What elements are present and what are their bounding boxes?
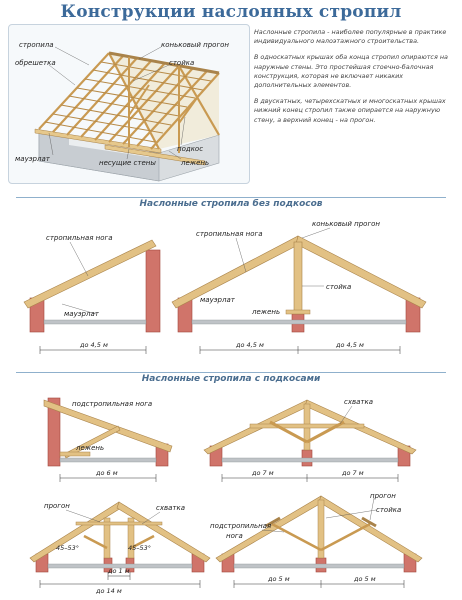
span-mid: до 1 м xyxy=(108,567,130,575)
section-1-diagrams xyxy=(0,210,462,360)
rafter-right xyxy=(296,236,426,308)
shed-roof-with-brace xyxy=(44,398,172,482)
sill xyxy=(60,452,90,456)
label-purlin: прогон xyxy=(370,492,396,500)
span-right: до 4,5 м xyxy=(336,341,364,349)
label-mauerlat: мауэрлат xyxy=(200,296,235,304)
sub-rafter-right xyxy=(321,524,370,550)
floor-beam xyxy=(222,458,398,462)
label-sub-rafter: подстропильная нога xyxy=(72,400,153,408)
label-sub-rafter-b: нога xyxy=(226,532,243,540)
rafter-left xyxy=(172,236,300,308)
span-left: до 4,5 м xyxy=(236,341,264,349)
roof-3d-svg xyxy=(9,25,249,183)
label-sub-rafter-a: подстропильная xyxy=(210,522,272,530)
span-left: до 5 м xyxy=(268,575,290,583)
tie-beam xyxy=(76,522,162,525)
brace-left xyxy=(84,536,107,548)
label-rafter-leg: стропильная нога xyxy=(46,234,113,242)
label-sill: лежень xyxy=(252,308,281,316)
label-lathing: обрешетка xyxy=(15,59,56,67)
label-mauerlat: мауэрлат xyxy=(64,310,99,318)
gable-roof-sub-rafters xyxy=(210,492,422,588)
rafter-leg xyxy=(24,240,156,308)
label-tie: схватка xyxy=(344,398,374,406)
label-rafter-leg: стропильная нога xyxy=(196,230,263,238)
label-sill: лежень xyxy=(76,444,105,452)
roof-3d-illustration xyxy=(8,24,250,184)
floor-beam xyxy=(234,564,404,568)
label-ridge-purlin: коньковый прогон xyxy=(161,41,229,49)
page-title: Конструкции наслонных стропил xyxy=(60,2,402,22)
label-post: стойка xyxy=(169,59,195,67)
label-tie: схватка xyxy=(156,504,186,512)
description-paragraph-3: В двускатных, четырехскатных и многоскатных крышах нижний конец стропил также опирается на наружную стену, а верхний конец - на прогон. xyxy=(254,97,446,124)
span-total: до 14 м xyxy=(96,587,122,595)
tie-beam xyxy=(250,424,364,428)
label-post: стойка xyxy=(326,283,352,291)
sub-rafter-left xyxy=(272,524,321,550)
rafter-right xyxy=(319,496,422,562)
label-sill: лежень xyxy=(181,159,210,167)
description-paragraph-1: Наслонные стропила - наиболее популярные в практике индивидуального малоэтажного строительства. xyxy=(254,28,447,46)
label-brace: подкос xyxy=(177,145,204,153)
section-2-rule xyxy=(16,372,446,373)
label-purlin: прогон xyxy=(44,502,70,510)
span-label: до 6 м xyxy=(96,469,118,477)
sill xyxy=(286,310,310,314)
floor-beam xyxy=(60,458,156,462)
label-bearing-walls: несущие стены xyxy=(99,159,156,167)
span-left: до 7 м xyxy=(252,469,274,477)
gable-roof-no-braces xyxy=(172,220,426,354)
section-1-rule xyxy=(16,197,446,198)
right-wall xyxy=(146,250,160,332)
angle-right: 45–53° xyxy=(128,544,152,552)
label-post: стойка xyxy=(376,506,402,514)
gable-roof-double-post xyxy=(30,502,210,595)
label-mauerlat: мауэрлат xyxy=(15,155,50,163)
description-paragraph-2: В односкатных крышах оба конца стропил опираются на наружные стены. Это простейшая стоечно-балочная конструкция, которая не включает никаких дополнительных элементов. xyxy=(254,53,448,90)
floor-beam xyxy=(44,320,146,324)
post xyxy=(294,242,302,314)
span-right: до 7 м xyxy=(342,469,364,477)
section-2-diagrams xyxy=(0,386,462,598)
shed-roof-no-braces xyxy=(24,234,160,354)
span-right: до 5 м xyxy=(354,575,376,583)
section-2-title: Наслонные стропила с подкосами xyxy=(141,374,321,384)
label-ridge-purlin: коньковый прогон xyxy=(312,220,380,228)
section-1-title: Наслонные стропила без подкосов xyxy=(139,199,323,209)
description-block xyxy=(254,28,454,132)
angle-left: 45–53° xyxy=(56,544,80,552)
label-rafter: стропила xyxy=(19,41,54,49)
span-label: до 4,5 м xyxy=(80,341,108,349)
gable-roof-with-braces xyxy=(204,398,416,482)
floor-beam xyxy=(192,320,406,324)
